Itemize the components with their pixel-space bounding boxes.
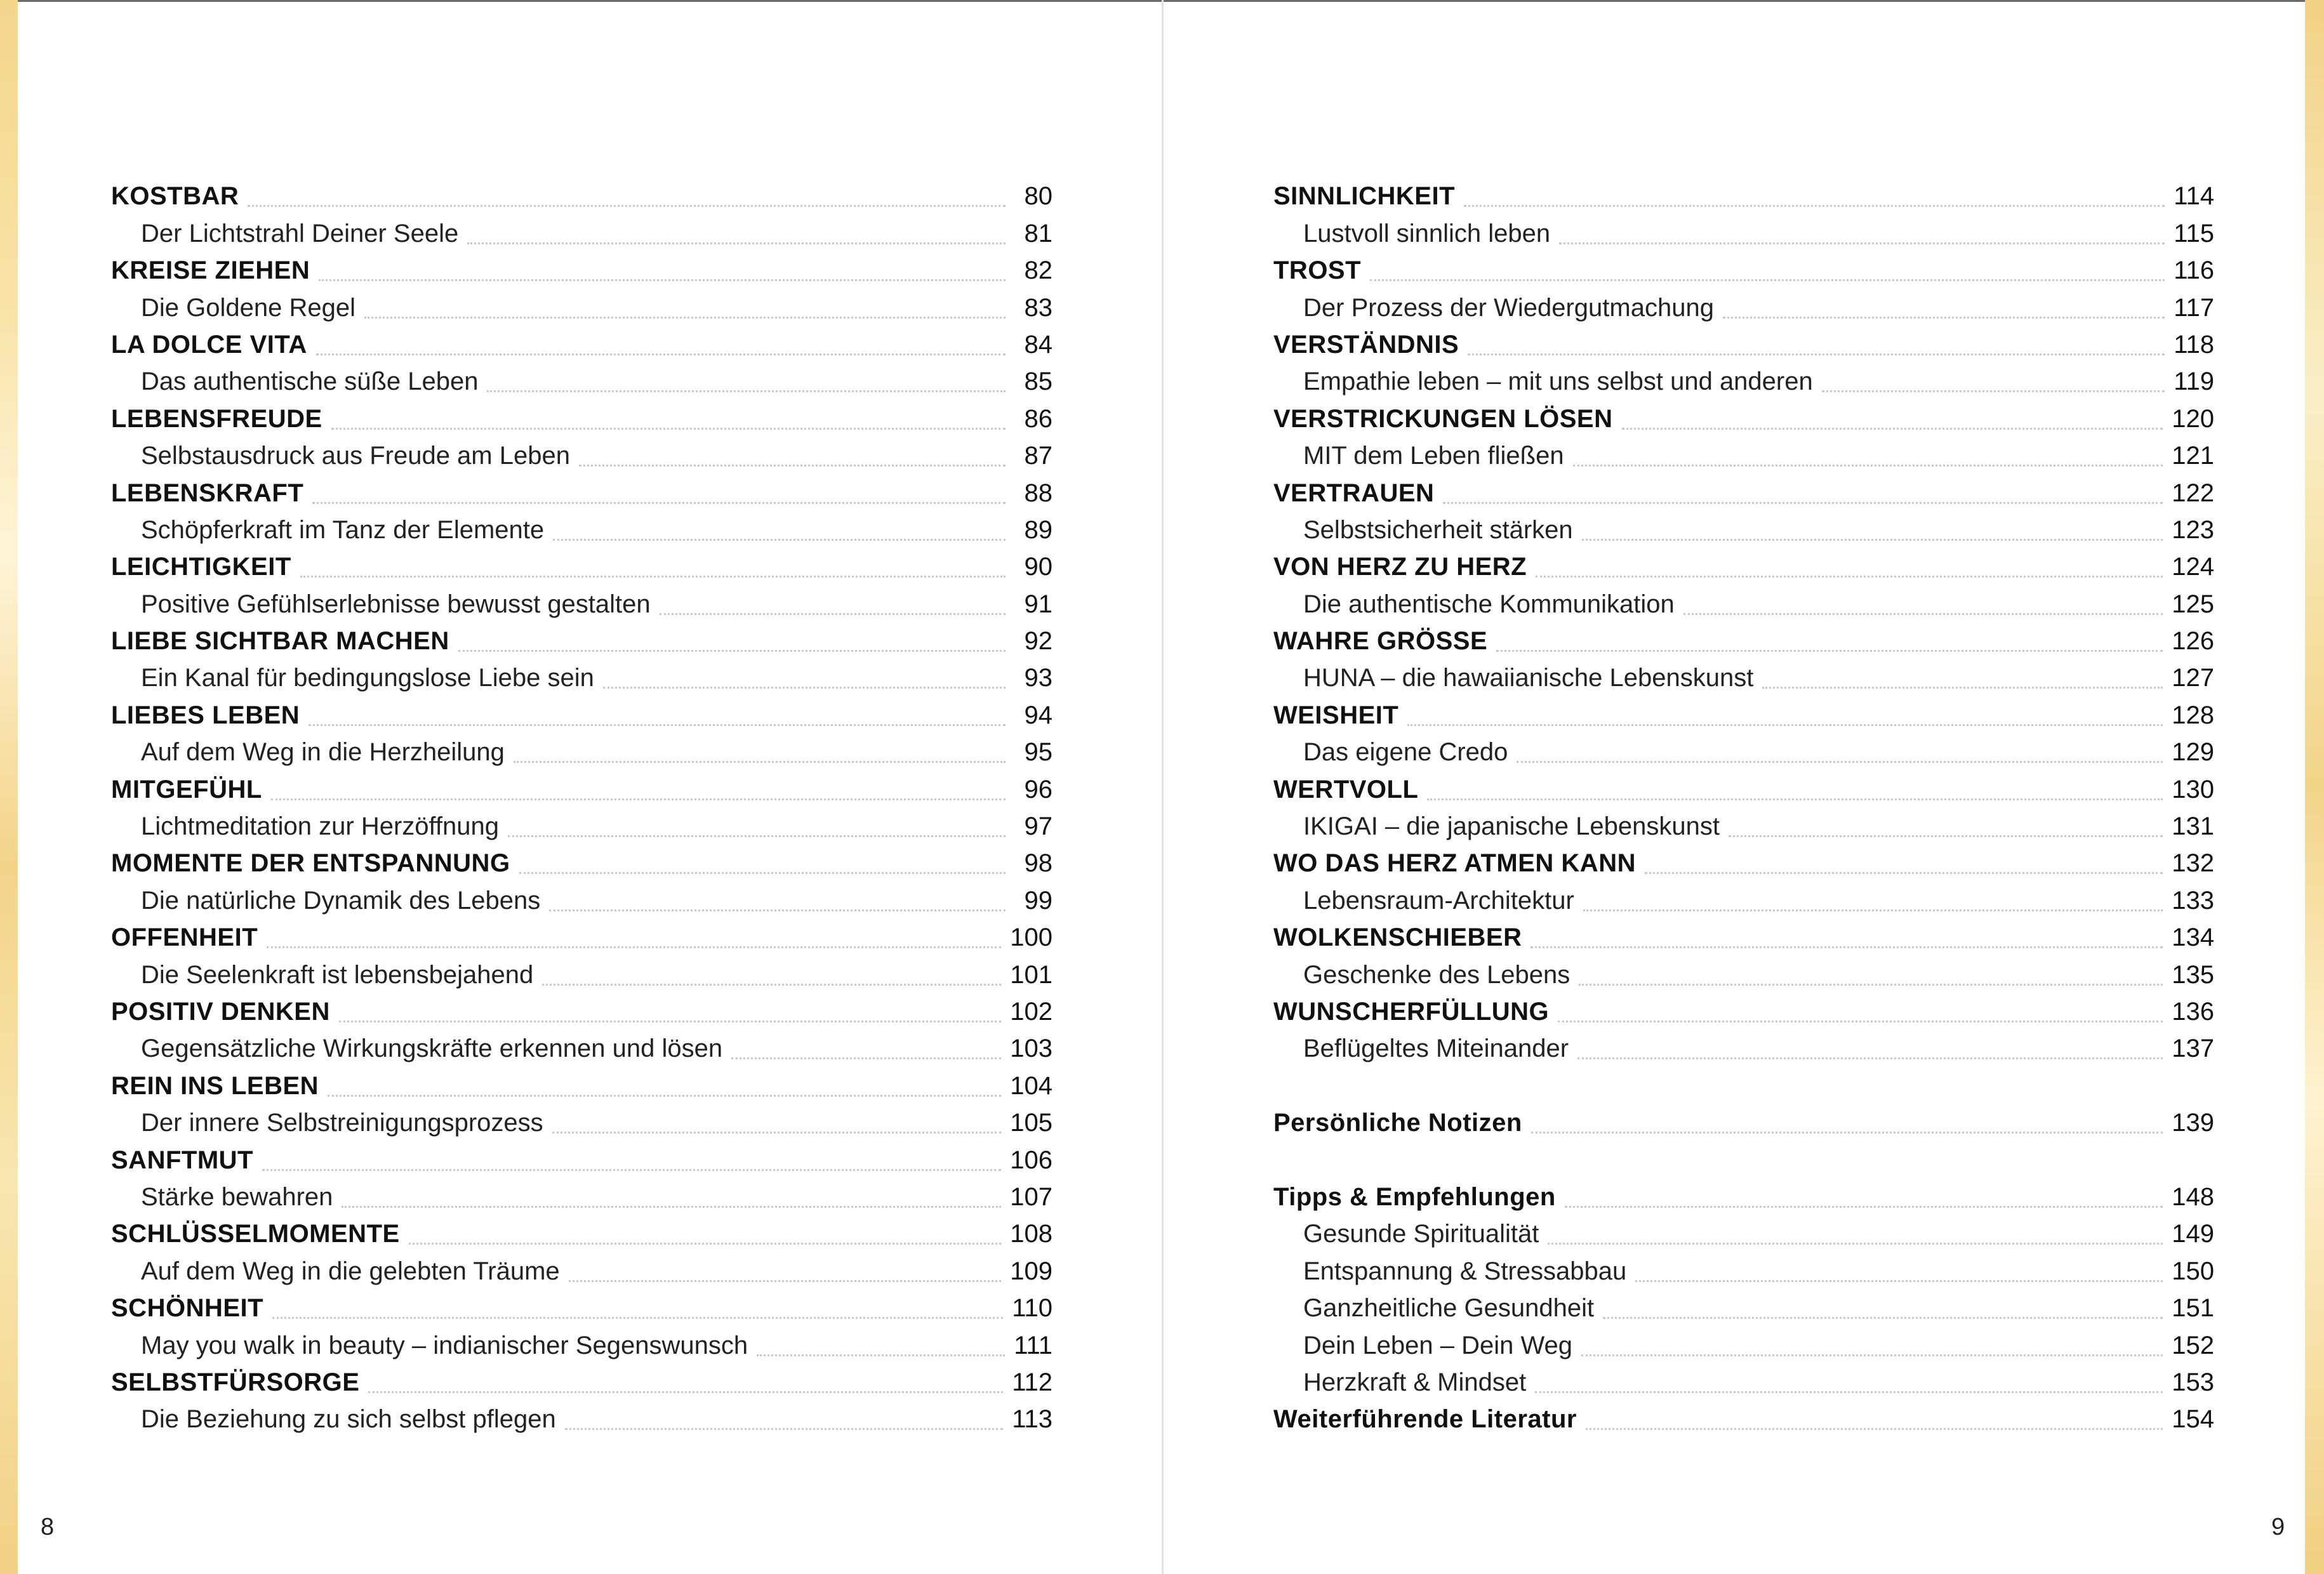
- toc-entry-title: Lichtmeditation zur Herzöffnung: [141, 812, 500, 841]
- toc-entry-title: Gegensätzliche Wirkungskräfte erkennen und lösen: [141, 1035, 723, 1063]
- toc-subentry[interactable]: [1273, 1252, 2214, 1289]
- toc-page-number: 125: [2172, 590, 2214, 618]
- toc-subentry[interactable]: [1273, 882, 2214, 918]
- toc-page-number: 151: [2172, 1294, 2214, 1323]
- toc-entry-title: VERSTRICKUNGEN LÖSEN: [1273, 404, 1613, 433]
- toc-entry-title: IKIGAI – die japanische Lebenskunst: [1303, 812, 1720, 841]
- toc-subentry[interactable]: [111, 363, 1052, 400]
- leader-dots: [316, 354, 1006, 355]
- toc-entry-title: Beflügeltes Miteinander: [1303, 1035, 1569, 1063]
- toc-page-number: 85: [1024, 367, 1052, 396]
- toc-subentry[interactable]: [111, 437, 1052, 474]
- leader-dots: [1635, 1280, 2163, 1282]
- toc-subentry[interactable]: [111, 734, 1052, 770]
- toc-page-number: 101: [1010, 960, 1052, 989]
- leader-dots: [1603, 1317, 2163, 1319]
- toc-subentry[interactable]: [111, 808, 1052, 845]
- leader-dots: [1582, 539, 2163, 541]
- leader-dots: [565, 1428, 1003, 1430]
- toc-subentry[interactable]: [111, 1326, 1052, 1363]
- toc-page-number: 112: [1012, 1368, 1052, 1396]
- toc-chapter-entry[interactable]: [1273, 993, 2214, 1030]
- toc-subentry[interactable]: [1273, 215, 2214, 251]
- toc-subentry[interactable]: [111, 1030, 1052, 1067]
- leader-dots: [331, 428, 1006, 430]
- toc-page-number: 106: [1010, 1146, 1052, 1174]
- toc-chapter-entry[interactable]: [111, 993, 1052, 1030]
- toc-entry-title: LEICHTIGKEIT: [111, 553, 291, 581]
- toc-page-number: 89: [1024, 515, 1052, 544]
- toc-chapter-entry[interactable]: [111, 326, 1052, 363]
- toc-entry-title: TROST: [1273, 256, 1362, 285]
- toc-entry-title: Der Prozess der Wiedergutmachung: [1303, 293, 1714, 322]
- toc-page-number: 152: [2172, 1331, 2214, 1359]
- toc-page-number: 105: [1010, 1109, 1052, 1137]
- leader-dots: [1468, 354, 2165, 355]
- toc-entry-title: Selbstausdruck aus Freude am Leben: [141, 442, 570, 470]
- leader-dots: [569, 1280, 1002, 1282]
- toc-page-number: 80: [1024, 182, 1052, 211]
- toc-chapter-entry[interactable]: [111, 1364, 1052, 1401]
- toc-entry-title: MITGEFÜHL: [111, 775, 262, 804]
- leader-dots: [339, 1021, 1001, 1022]
- toc-page-number: 110: [1012, 1294, 1052, 1323]
- toc-subentry[interactable]: [111, 289, 1052, 326]
- toc-chapter-entry[interactable]: [111, 1067, 1052, 1104]
- toc-page-number: 123: [2172, 515, 2214, 544]
- toc-entry-title: VON HERZ ZU HERZ: [1273, 553, 1527, 581]
- leader-dots: [267, 946, 1001, 948]
- toc-page-number: 115: [2174, 219, 2214, 248]
- toc-page-number: 139: [2172, 1109, 2214, 1137]
- leader-dots: [1762, 687, 2163, 689]
- toc-chapter-entry[interactable]: [1273, 548, 2214, 585]
- toc-chapter-entry[interactable]: [1273, 252, 2214, 289]
- toc-subentry[interactable]: [1273, 1290, 2214, 1326]
- toc-entry-title: Weiterführende Literatur: [1273, 1405, 1577, 1434]
- toc-entry-title: Tipps & Empfehlungen: [1273, 1182, 1556, 1211]
- toc-subentry[interactable]: [1273, 956, 2214, 993]
- toc-entry-title: MOMENTE DER ENTSPANNUNG: [111, 849, 510, 878]
- leader-dots: [1729, 835, 2163, 837]
- toc-chapter-entry[interactable]: [1273, 1104, 2214, 1141]
- toc-page-number: 150: [2172, 1257, 2214, 1285]
- leader-dots: [467, 242, 1006, 244]
- toc-page-number: 93: [1024, 664, 1052, 692]
- toc-page-number: 91: [1024, 590, 1052, 618]
- toc-entry-title: SINNLICHKEIT: [1273, 182, 1455, 211]
- toc-page-number: 88: [1024, 479, 1052, 507]
- toc-subentry[interactable]: [111, 1401, 1052, 1438]
- toc-entry-title: OFFENHEIT: [111, 923, 258, 952]
- leader-dots: [1573, 465, 2163, 466]
- leader-dots: [1622, 428, 2163, 430]
- toc-entry-title: Auf dem Weg in die gelebten Träume: [141, 1257, 560, 1285]
- toc-chapter-entry[interactable]: [1273, 623, 2214, 659]
- toc-entry-title: LIEBES LEBEN: [111, 701, 300, 729]
- toc-page-number: 92: [1024, 627, 1052, 656]
- toc-page-number: 131: [2172, 812, 2214, 841]
- toc-entry-title: LEBENSKRAFT: [111, 479, 304, 507]
- toc-entry-title: Das authentische süße Leben: [141, 367, 479, 396]
- toc-entry-title: Herzkraft & Mindset: [1303, 1368, 1527, 1396]
- toc-entry-title: Ein Kanal für bedingungslose Liebe sein: [141, 664, 594, 692]
- leader-dots: [1517, 761, 2163, 763]
- toc-entry-title: LIEBE SICHTBAR MACHEN: [111, 627, 449, 656]
- toc-entry-title: Lustvoll sinnlich leben: [1303, 219, 1551, 248]
- toc-subentry[interactable]: [1273, 585, 2214, 622]
- toc-page-number: 154: [2172, 1405, 2214, 1434]
- leader-dots: [731, 1057, 1001, 1059]
- toc-chapter-entry[interactable]: [111, 1141, 1052, 1178]
- toc-subentry[interactable]: [111, 1252, 1052, 1289]
- toc-page-number: 128: [2172, 701, 2214, 729]
- toc-page-number: 114: [2174, 182, 2214, 211]
- toc-page-number: 102: [1010, 997, 1052, 1026]
- leader-dots: [1583, 909, 2163, 911]
- toc-entry-title: LA DOLCE VITA: [111, 330, 307, 359]
- toc-entry-title: Die Goldene Regel: [141, 293, 355, 322]
- toc-entry-title: KOSTBAR: [111, 182, 239, 211]
- toc-subentry[interactable]: [111, 882, 1052, 918]
- toc-chapter-entry[interactable]: [1273, 400, 2214, 437]
- page-number-right: 9: [2271, 1514, 2285, 1540]
- toc-chapter-entry[interactable]: [111, 770, 1052, 807]
- toc-chapter-entry[interactable]: [111, 548, 1052, 585]
- toc-subentry[interactable]: [111, 1104, 1052, 1141]
- toc-entry-title: Die natürliche Dynamik des Lebens: [141, 886, 541, 915]
- toc-page-number: 107: [1010, 1182, 1052, 1211]
- toc-page-number: 108: [1010, 1220, 1052, 1248]
- toc-left-column: [111, 178, 1052, 1438]
- leader-dots: [1645, 872, 2163, 874]
- toc-entry-title: Entspannung & Stressabbau: [1303, 1257, 1627, 1285]
- toc-subentry[interactable]: [111, 659, 1052, 696]
- leader-dots: [1565, 1206, 2163, 1208]
- leader-dots: [1370, 279, 2165, 281]
- toc-page-number: 124: [2172, 553, 2214, 581]
- toc-subentry[interactable]: [1273, 734, 2214, 770]
- toc-page-number: 90: [1024, 553, 1052, 581]
- toc-entry-title: Empathie leben – mit uns selbst und anderen: [1303, 367, 1813, 396]
- leader-dots: [603, 687, 1006, 689]
- leader-dots: [248, 205, 1006, 207]
- toc-entry-title: Stärke bewahren: [141, 1182, 333, 1211]
- toc-entry-title: Gesunde Spiritualität: [1303, 1220, 1539, 1248]
- leader-dots: [549, 909, 1006, 911]
- toc-entry-title: SELBSTFÜRSORGE: [111, 1368, 360, 1396]
- leader-dots: [757, 1354, 1005, 1356]
- toc-entry-title: WEISHEIT: [1273, 701, 1399, 729]
- toc-page-number: 117: [2174, 293, 2214, 322]
- toc-subentry[interactable]: [111, 585, 1052, 622]
- leader-dots: [1577, 1057, 2163, 1059]
- toc-entry-title: Der innere Selbstreinigungsprozess: [141, 1109, 543, 1137]
- leader-dots: [1531, 946, 2163, 948]
- toc-page-number: 94: [1024, 701, 1052, 729]
- toc-entry-title: SCHÖNHEIT: [111, 1294, 264, 1323]
- leader-dots: [1535, 1391, 2163, 1393]
- leader-dots: [342, 1206, 1001, 1208]
- toc-page-number: 100: [1010, 923, 1052, 952]
- toc-entry-title: MIT dem Leben fließen: [1303, 442, 1564, 470]
- toc-page-number: 135: [2172, 960, 2214, 989]
- toc-entry-title: WERTVOLL: [1273, 775, 1419, 804]
- toc-entry-title: Die Seelenkraft ist lebensbejahend: [141, 960, 534, 989]
- leader-dots: [409, 1243, 1002, 1245]
- leader-dots: [1427, 798, 2163, 800]
- toc-page-number: 134: [2172, 923, 2214, 952]
- toc-chapter-entry[interactable]: [1273, 326, 2214, 363]
- toc-page-number: 103: [1010, 1035, 1052, 1063]
- toc-subentry[interactable]: [1273, 808, 2214, 845]
- toc-subentry[interactable]: [1273, 363, 2214, 400]
- toc-page-number: 122: [2172, 479, 2214, 507]
- toc-page-number: 121: [2172, 442, 2214, 470]
- leader-dots: [458, 650, 1006, 652]
- toc-subentry[interactable]: [111, 215, 1052, 251]
- toc-entry-title: KREISE ZIEHEN: [111, 256, 310, 285]
- leader-dots: [300, 576, 1006, 578]
- toc-subentry[interactable]: [1273, 1030, 2214, 1067]
- toc-page-number: 153: [2172, 1368, 2214, 1396]
- right-decorative-edge: [2305, 0, 2324, 1574]
- toc-chapter-entry[interactable]: [1273, 1401, 2214, 1438]
- leader-dots: [1723, 317, 2165, 319]
- toc-page-number: 113: [1012, 1405, 1052, 1434]
- leader-dots: [1496, 650, 2163, 652]
- toc-page-number: 111: [1014, 1331, 1052, 1359]
- toc-entry-title: LEBENSFREUDE: [111, 404, 322, 433]
- leader-dots: [1407, 724, 2163, 726]
- toc-subentry[interactable]: [1273, 289, 2214, 326]
- toc-entry-title: WUNSCHERFÜLLUNG: [1273, 997, 1550, 1026]
- toc-page-number: 118: [2174, 330, 2214, 359]
- toc-page-number: 133: [2172, 886, 2214, 915]
- toc-page-number: 126: [2172, 627, 2214, 656]
- toc-chapter-entry[interactable]: [111, 474, 1052, 511]
- toc-entry-title: WAHRE GRÖSSE: [1273, 627, 1488, 656]
- toc-page-number: 96: [1024, 775, 1052, 804]
- toc-subentry[interactable]: [1273, 1326, 2214, 1363]
- toc-entry-title: Die Beziehung zu sich selbst pflegen: [141, 1405, 556, 1434]
- leader-dots: [1464, 205, 2165, 207]
- toc-entry-title: Ganzheitliche Gesundheit: [1303, 1294, 1595, 1323]
- toc-entry-title: Auf dem Weg in die Herzheilung: [141, 738, 505, 767]
- toc-page-number: 129: [2172, 738, 2214, 767]
- toc-page-number: 82: [1024, 256, 1052, 285]
- leader-dots: [1531, 1132, 2163, 1134]
- toc-page-number: 95: [1024, 738, 1052, 767]
- toc-entry-title: HUNA – die hawaiianische Lebenskunst: [1303, 664, 1754, 692]
- toc-page-number: 127: [2172, 664, 2214, 692]
- leader-dots: [271, 798, 1006, 800]
- toc-subentry[interactable]: [1273, 437, 2214, 474]
- toc-chapter-entry[interactable]: [111, 623, 1052, 659]
- toc-entry-title: Selbstsicherheit stärken: [1303, 515, 1573, 544]
- toc-entry-title: Lebensraum-Architektur: [1303, 886, 1574, 915]
- toc-page-number: 137: [2172, 1035, 2214, 1063]
- toc-subentry[interactable]: [1273, 1364, 2214, 1401]
- toc-page-number: 81: [1024, 219, 1052, 248]
- toc-entry-title: VERTRAUEN: [1273, 479, 1435, 507]
- toc-page-number: 130: [2172, 775, 2214, 804]
- toc-page-number: 83: [1024, 293, 1052, 322]
- toc-entry-title: WO DAS HERZ ATMEN KANN: [1273, 849, 1636, 878]
- toc-entry-title: Der Lichtstrahl Deiner Seele: [141, 219, 459, 248]
- leader-dots: [309, 724, 1006, 726]
- leader-dots: [262, 1169, 1001, 1171]
- toc-chapter-entry[interactable]: [111, 919, 1052, 956]
- toc-page-number: 98: [1024, 849, 1052, 878]
- toc-chapter-entry[interactable]: [111, 400, 1052, 437]
- leader-dots: [1822, 390, 2165, 392]
- leader-dots: [364, 317, 1006, 319]
- toc-entry-title: Das eigene Credo: [1303, 738, 1508, 767]
- leader-dots: [319, 279, 1006, 281]
- toc-page-number: 84: [1024, 330, 1052, 359]
- leader-dots: [1536, 576, 2163, 578]
- toc-entry-title: Geschenke des Lebens: [1303, 960, 1570, 989]
- toc-page-number: 149: [2172, 1220, 2214, 1248]
- toc-page-number: 116: [2174, 256, 2214, 285]
- toc-chapter-entry[interactable]: [111, 1215, 1052, 1252]
- leader-dots: [368, 1391, 1003, 1393]
- toc-entry-title: VERSTÄNDNIS: [1273, 330, 1459, 359]
- toc-chapter-entry[interactable]: [1273, 178, 2214, 215]
- toc-entry-title: Dein Leben – Dein Weg: [1303, 1331, 1572, 1359]
- toc-subentry[interactable]: [111, 956, 1052, 993]
- toc-page-number: 87: [1024, 442, 1052, 470]
- toc-entry-title: Die authentische Kommunikation: [1303, 590, 1675, 618]
- toc-page-number: 86: [1024, 404, 1052, 433]
- toc-chapter-entry[interactable]: [111, 696, 1052, 733]
- toc-page-number: 132: [2172, 849, 2214, 878]
- toc-page-number: 120: [2172, 404, 2214, 433]
- leader-dots: [519, 872, 1006, 874]
- toc-subentry[interactable]: [1273, 659, 2214, 696]
- leader-dots: [553, 539, 1006, 541]
- toc-entry-title: POSITIV DENKEN: [111, 997, 330, 1026]
- leader-dots: [1581, 1354, 2163, 1356]
- toc-subentry[interactable]: [111, 1179, 1052, 1215]
- leader-dots: [1559, 242, 2165, 244]
- toc-page-number: 136: [2172, 997, 2214, 1026]
- toc-page-number: 104: [1010, 1071, 1052, 1100]
- page-number-left: 8: [41, 1514, 55, 1540]
- toc-subentry[interactable]: [1273, 512, 2214, 548]
- toc-entry-title: SCHLÜSSELMOMENTE: [111, 1220, 400, 1248]
- toc-chapter-entry[interactable]: [1273, 1179, 2214, 1215]
- leader-dots: [328, 1095, 1001, 1097]
- leader-dots: [660, 613, 1006, 615]
- toc-entry-title: REIN INS LEBEN: [111, 1071, 319, 1100]
- book-spine-divider: [1162, 0, 1164, 1574]
- leader-dots: [552, 1132, 1002, 1134]
- toc-chapter-entry[interactable]: [1273, 845, 2214, 882]
- toc-right-column: [1273, 178, 2214, 1438]
- toc-chapter-entry[interactable]: [111, 178, 1052, 215]
- leader-dots: [487, 390, 1006, 392]
- leader-dots: [1579, 984, 2163, 986]
- toc-page-number: 97: [1024, 812, 1052, 841]
- toc-chapter-entry[interactable]: [1273, 696, 2214, 733]
- toc-page-number: 99: [1024, 886, 1052, 915]
- leader-dots: [1548, 1243, 2163, 1245]
- leader-dots: [514, 761, 1006, 763]
- toc-chapter-entry[interactable]: [111, 845, 1052, 882]
- leader-dots: [579, 465, 1006, 466]
- toc-chapter-entry[interactable]: [111, 1290, 1052, 1326]
- toc-chapter-entry[interactable]: [1273, 474, 2214, 511]
- toc-page-number: 119: [2174, 367, 2214, 396]
- toc-subentry[interactable]: [1273, 1215, 2214, 1252]
- leader-dots: [1586, 1428, 2163, 1430]
- toc-chapter-entry[interactable]: [1273, 770, 2214, 807]
- leader-dots: [312, 502, 1006, 504]
- left-decorative-edge: [0, 0, 18, 1574]
- toc-entry-title: Persönliche Notizen: [1273, 1109, 1522, 1137]
- toc-page-number: 148: [2172, 1182, 2214, 1211]
- leader-dots: [542, 984, 1001, 986]
- toc-page-number: 109: [1010, 1257, 1052, 1285]
- leader-dots: [272, 1317, 1003, 1319]
- leader-dots: [508, 835, 1006, 837]
- toc-subentry[interactable]: [111, 512, 1052, 548]
- toc-entry-title: Schöpferkraft im Tanz der Elemente: [141, 515, 545, 544]
- toc-chapter-entry[interactable]: [1273, 919, 2214, 956]
- toc-entry-title: WOLKENSCHIEBER: [1273, 923, 1522, 952]
- toc-entry-title: May you walk in beauty – indianischer Segenswunsch: [141, 1331, 748, 1359]
- toc-entry-title: Positive Gefühlserlebnisse bewusst gestalten: [141, 590, 651, 618]
- toc-chapter-entry[interactable]: [111, 252, 1052, 289]
- leader-dots: [1558, 1021, 2163, 1022]
- toc-entry-title: SANFTMUT: [111, 1146, 253, 1174]
- leader-dots: [1683, 613, 2163, 615]
- leader-dots: [1443, 502, 2163, 504]
